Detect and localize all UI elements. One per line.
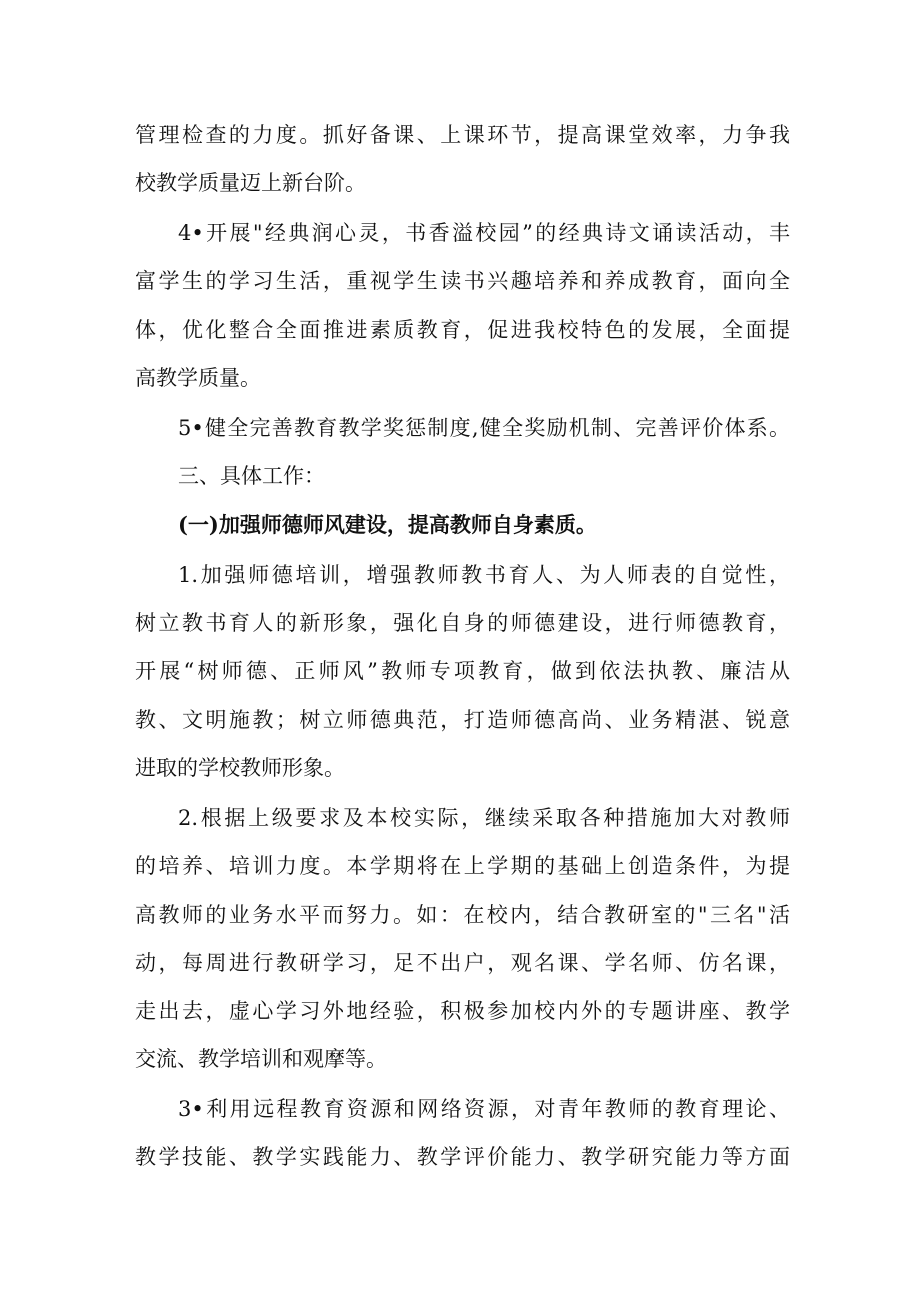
paragraph-line: 4•开展"经典润心灵，书香溢校园”的经典诗文诵读活动，丰 — [178, 221, 790, 245]
paragraph-line: 进取的学校教师形象。 — [135, 756, 345, 780]
paragraph-line: 教、文明施教；树立师德典范，打造师德高尚、业务精湛、锐意 — [135, 708, 790, 732]
paragraph-line: 高教师的业务水平而努力。如：在校内，结合教研室的"三名"活 — [135, 903, 790, 927]
paragraph-line: 3•利用远程教育资源和网络资源，对青年教师的教育理论、 — [178, 1097, 790, 1121]
paragraph-line: 树立教书育人的新形象，强化自身的师德建设，进行师德教育， — [135, 611, 790, 635]
subsection-heading: (一)加强师德师风建设，提高教师自身素质。 — [178, 512, 597, 537]
paragraph-line: 动，每周进行教研学习，足不出户，观名课、学名师、仿名课， — [135, 951, 790, 975]
paragraph-line: 体，优化整合全面推进素质教育，促进我校特色的发展，全面提 — [135, 318, 790, 342]
paragraph-line: 富学生的学习生活，重视学生读书兴趣培养和养成教育，面向全 — [135, 269, 790, 293]
paragraph-line: 教学技能、教学实践能力、教学评价能力、教学研究能力等方面 — [135, 1145, 790, 1169]
paragraph-line: 1.加强师德培训，增强教师教书育人、为人师表的自觉性， — [178, 563, 790, 587]
paragraph-line: 管理检查的力度。抓好备课、上课环节，提高课堂效率，力争我 — [135, 123, 790, 147]
paragraph-line: 高教学质量。 — [135, 366, 261, 390]
paragraph-line: 开展“树师德、正师风”教师专项教育，做到依法执教、廉洁从 — [135, 659, 790, 683]
paragraph-line: 的培养、培训力度。本学期将在上学期的基础上创造条件，为提 — [135, 854, 790, 878]
paragraph-line: 交流、教学培训和观摩等。 — [135, 1047, 387, 1071]
paragraph-line: 走出去，虚心学习外地经验，积极参加校内外的专题讲座、教学 — [135, 999, 790, 1023]
paragraph-line: 5•健全完善教育教学奖惩制度,健全奖励机制、完善评价体系。 — [178, 416, 790, 440]
paragraph-line: 2.根据上级要求及本校实际，继续采取各种措施加大对教师 — [178, 806, 790, 830]
paragraph-line: 校教学质量迈上新台阶。 — [135, 171, 366, 195]
section-heading: 三、具体工作： — [178, 464, 325, 488]
